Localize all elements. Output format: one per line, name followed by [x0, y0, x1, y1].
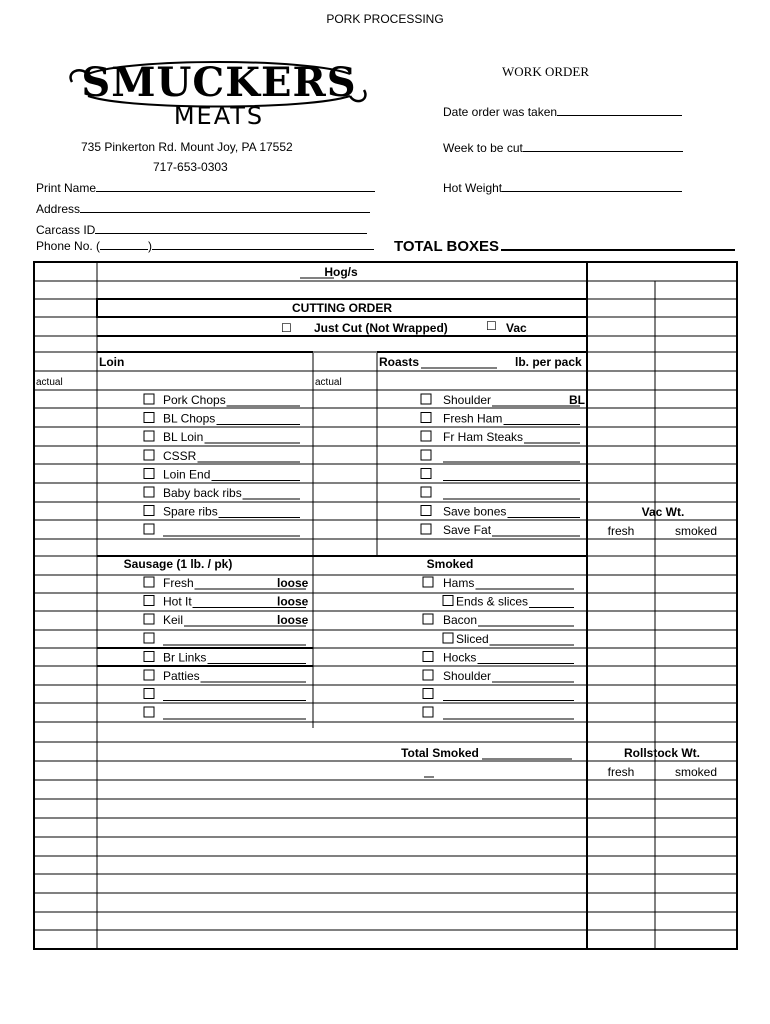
loin-item-checkbox[interactable] [144, 524, 154, 534]
sausage-item-checkbox[interactable] [144, 633, 154, 643]
loin-item-label: BL Chops [163, 411, 216, 426]
work-order-title: WORK ORDER [502, 64, 590, 79]
hot-weight-label: Hot Weight [443, 181, 503, 195]
sausage-item-label: Fresh [163, 576, 194, 590]
total-smoked-label: Total Smoked [401, 746, 479, 760]
address-label: Address [36, 202, 81, 216]
actual-label-mid: actual [315, 377, 342, 388]
actual-label-left: actual [36, 377, 63, 388]
loin-item-label: Spare ribs [163, 504, 218, 519]
loin-item-label: Baby back ribs [163, 486, 242, 500]
sausage-item-checkbox[interactable] [144, 707, 154, 717]
sausage-header: Sausage (1 lb. / pk) [123, 557, 233, 571]
lb-per-pack-label: lb. per pack [515, 355, 582, 369]
smoked-item-label: Bacon [443, 613, 478, 628]
loose-label: loose [277, 613, 309, 628]
roast-item-checkbox[interactable] [421, 506, 431, 516]
rollstock-wt-label: Rollstock Wt. [623, 746, 701, 760]
roast-item-checkbox[interactable] [421, 394, 431, 404]
roast-item-checkbox[interactable] [421, 468, 431, 478]
smoked-item-checkbox[interactable] [423, 707, 433, 717]
print-name-label: Print Name [36, 181, 97, 195]
roast-item-checkbox[interactable] [421, 487, 431, 497]
vac-fresh-label: fresh [607, 524, 635, 538]
smoked-header: Smoked [426, 557, 474, 571]
sausage-item-checkbox[interactable] [144, 577, 154, 587]
date-taken-label: Date order was taken [443, 105, 558, 119]
vac-smoked-label: smoked [674, 524, 718, 538]
loin-item-label: BL Loin [163, 430, 204, 445]
sausage-item-label: Hot It [163, 594, 192, 609]
svg-text:MEATS: MEATS [173, 102, 265, 130]
roast-item-checkbox[interactable] [421, 431, 431, 441]
business-phone: 717-653-0303 [153, 160, 228, 174]
roast-item-label: Save Fat [443, 523, 492, 538]
sausage-item-label: Patties [163, 669, 200, 683]
loin-item-checkbox[interactable] [144, 487, 154, 497]
roasts-header: Roasts [379, 355, 420, 369]
loin-item-checkbox[interactable] [144, 468, 154, 478]
loin-item-label: Loin End [163, 467, 211, 482]
roast-item-label: Fresh Ham [443, 411, 503, 426]
rollstock-smoked-label: smoked [674, 765, 718, 779]
roast-item-checkbox[interactable] [421, 524, 431, 534]
sausage-item-checkbox[interactable] [144, 651, 154, 661]
shoulder-bl-label: BL [569, 393, 585, 407]
week-cut-label: Week to be cut [443, 141, 523, 155]
roast-item-label: Shoulder [443, 393, 492, 407]
loin-item-label: CSSR [163, 448, 197, 463]
business-address: 735 Pinkerton Rd. Mount Joy, PA 17552 [81, 140, 293, 154]
document-title: PORK PROCESSING [326, 12, 444, 26]
loin-item-checkbox[interactable] [144, 431, 154, 441]
rollstock-fresh-label: fresh [607, 765, 635, 779]
svg-text:Hog/s [324, 265, 358, 279]
smoked-item-label: Ends & slices [456, 594, 529, 609]
smoked-item-checkbox[interactable] [443, 633, 453, 643]
loin-item-checkbox[interactable] [144, 394, 154, 404]
sausage-item-checkbox[interactable] [144, 689, 154, 699]
hogs-label: Hog/s [324, 265, 358, 279]
roast-item-label: Fr Ham Steaks [443, 430, 524, 445]
loin-item-checkbox[interactable] [144, 413, 154, 423]
just-cut-label: Just Cut (Not Wrapped) [314, 321, 448, 335]
sausage-item-checkbox[interactable] [144, 596, 154, 606]
just-cut-checkbox[interactable]: ☐ [281, 321, 292, 335]
loin-item-checkbox[interactable] [144, 450, 154, 460]
roast-item-checkbox[interactable] [421, 450, 431, 460]
cutting-order-label: CUTTING ORDER [292, 301, 392, 315]
smoked-item-label: Shoulder [443, 669, 492, 683]
smoked-item-checkbox[interactable] [423, 689, 433, 699]
smoked-item-checkbox[interactable] [423, 651, 433, 661]
roast-item-checkbox[interactable] [421, 413, 431, 423]
loin-header: Loin [99, 355, 125, 369]
svg-text:SMUCKERS: SMUCKERS [81, 59, 357, 106]
phone-paren: ) [148, 239, 153, 253]
roast-item-label: Save bones [443, 504, 507, 519]
smoked-item-checkbox[interactable] [443, 596, 453, 606]
loin-item-checkbox[interactable] [144, 506, 154, 516]
total-boxes-label: TOTAL BOXES [394, 238, 500, 255]
loose-label: loose [277, 594, 309, 609]
vac-checkbox[interactable]: ☐ [486, 319, 497, 333]
smoked-item-checkbox[interactable] [423, 670, 433, 680]
loin-item-label: Pork Chops [163, 393, 226, 407]
smoked-item-label: Sliced [456, 631, 489, 646]
vac-wt-label: Vac Wt. [641, 505, 685, 519]
loose-label: loose [277, 576, 309, 590]
sausage-item-checkbox[interactable] [144, 614, 154, 624]
smoked-item-label: Hocks [443, 650, 477, 665]
sausage-item-checkbox[interactable] [144, 670, 154, 680]
smoked-item-label: Hams [443, 576, 475, 590]
smoked-item-checkbox[interactable] [423, 614, 433, 624]
smoked-item-checkbox[interactable] [423, 577, 433, 587]
sausage-item-label: Keil [163, 613, 184, 628]
phone-label: Phone No. ( [36, 239, 101, 253]
sausage-item-label: Br Links [163, 650, 207, 665]
carcass-id-label: Carcass ID [36, 223, 96, 237]
vac-label: Vac [506, 321, 527, 335]
